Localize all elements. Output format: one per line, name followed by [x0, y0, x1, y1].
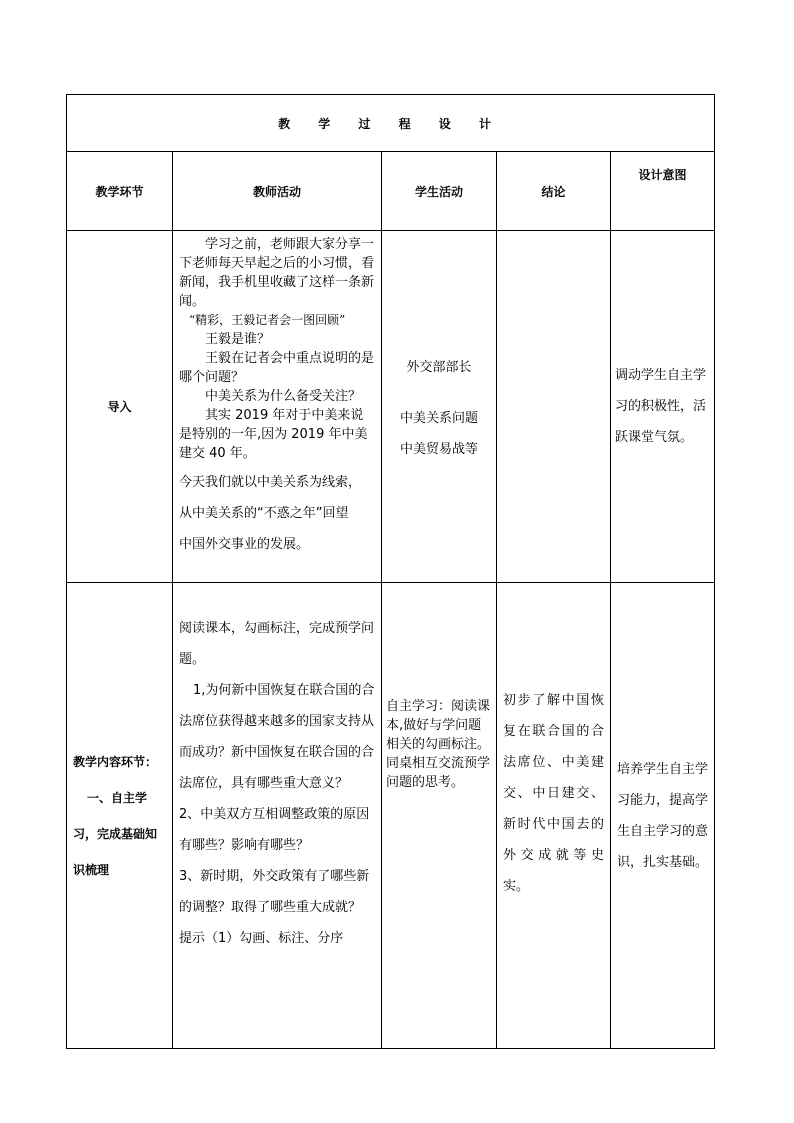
teacher-quote: “精彩，王毅记者会一图回顾”	[189, 313, 346, 327]
student-answer: 中美关系问题	[399, 411, 478, 426]
stage-subtitle: 一、自主学习，完成基础知识梳理	[73, 790, 158, 877]
teacher-activity-cell	[173, 231, 382, 583]
conclusion-cell: 初步了解中国恢复在联合国的合法席位、中美建交、中日建交、新时代中国去的外交成就等史实。	[497, 583, 611, 1049]
design-intent-text: 调动学生自主学习的积极性，活跃课堂气氛。	[615, 368, 707, 445]
table-row	[67, 231, 715, 583]
teacher-paragraph: 中国外交事业的发展。	[179, 537, 310, 552]
header-teacher-activity: 教师活动	[173, 152, 382, 231]
header-conclusion: 结论	[497, 152, 611, 231]
stage-title: 教学内容环节：	[73, 754, 158, 769]
header-design-intent: 设计意图	[611, 152, 715, 231]
design-intent-cell: 培养学生自主学习能力，提高学生自主学习的意识，扎实基础。	[611, 583, 715, 1049]
teacher-paragraph: 中美关系为什么备受关注？	[205, 389, 362, 404]
teacher-paragraph: 王毅是谁？	[205, 332, 271, 347]
teacher-paragraph: 其实 2019 年对于中美来说是特别的一年,因为 2019 年中美建交 40 年。	[179, 408, 368, 461]
teacher-question: 1,为何新中国恢复在联合国的合法席位获得越来越多的国家支持从而成功？新中国恢复在联合国的合法席位，具有哪些重大意义？	[179, 683, 375, 791]
table-row	[67, 583, 715, 1049]
student-answer: 外交部部长	[406, 360, 472, 375]
design-intent-cell	[611, 231, 715, 583]
conclusion-cell	[497, 231, 611, 583]
teacher-question: 2、中美双方互相调整政策的原因有哪些？影响有哪些？	[179, 807, 370, 853]
header-student-activity: 学生活动	[382, 152, 497, 231]
stage-cell: 导入	[67, 231, 173, 583]
teacher-paragraph: 阅读课本，勾画标注，完成预学问题。	[179, 621, 375, 667]
student-activity-cell: 自主学习：阅读课本,做好与学问题相关的勾画标注。同桌相互交流预学问题的思考。	[382, 583, 497, 1049]
teacher-paragraph: 从中美关系的“不惑之年”回望	[179, 506, 349, 521]
student-answer: 中美贸易战等	[399, 442, 478, 457]
student-activity-cell	[382, 231, 497, 583]
stage-cell	[67, 583, 173, 1049]
teacher-hint: 提示（1）勾画、标注、分序	[179, 931, 344, 946]
teacher-paragraph: 今天我们就以中美关系为线索，	[179, 475, 362, 490]
teacher-activity-cell	[173, 583, 382, 1049]
teacher-paragraph: 学习之前，老师跟大家分享一下老师每天早起之后的小习惯，看新闻，我手机里收藏了这样一条新闻。	[179, 237, 375, 309]
header-stage: 教学环节	[67, 152, 173, 231]
table-title: 教 学 过 程 设 计	[67, 95, 715, 152]
teaching-process-table	[66, 94, 715, 1049]
teacher-paragraph: 王毅在记者会中重点说明的是哪个问题？	[179, 351, 375, 385]
teacher-question: 3、新时期，外交政策有了哪些新的调整？取得了哪些重大成就？	[179, 869, 370, 915]
